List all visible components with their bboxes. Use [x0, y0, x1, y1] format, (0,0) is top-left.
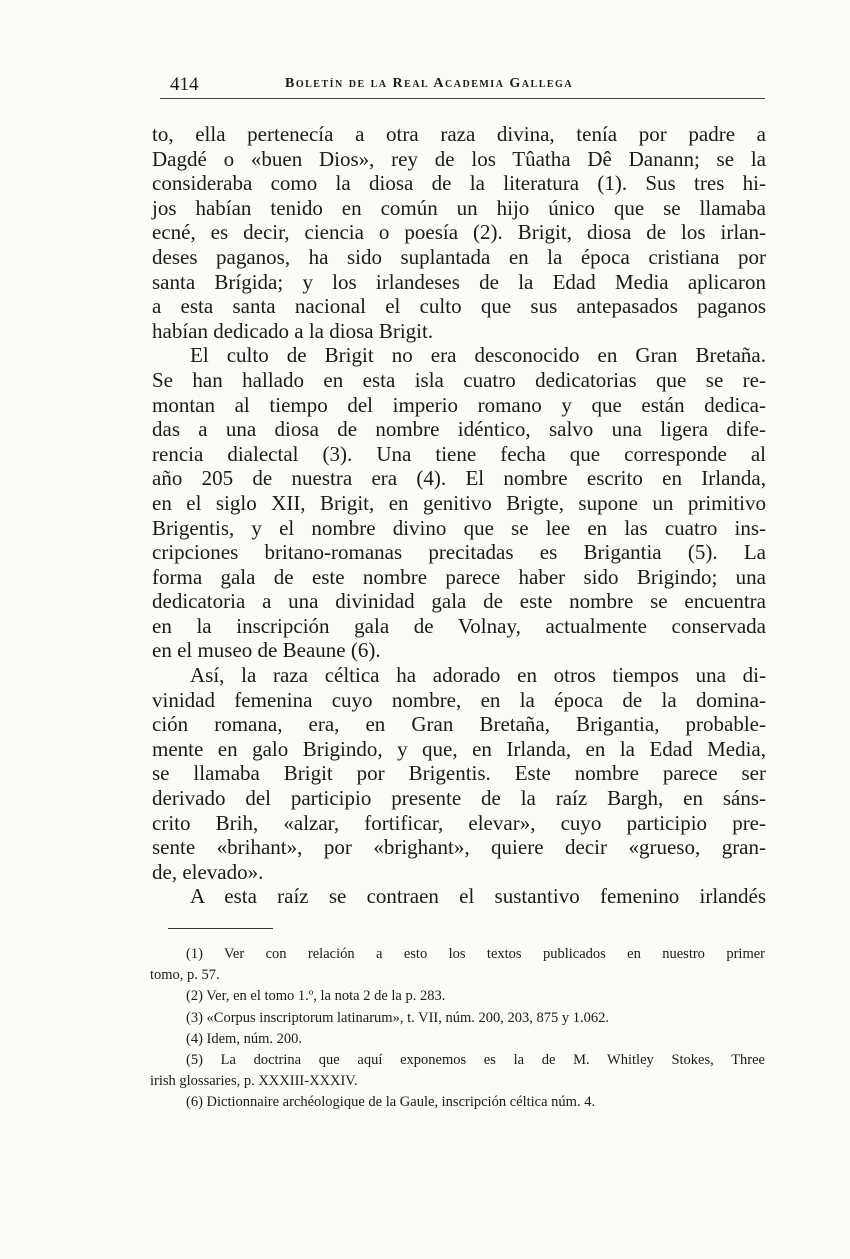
body-line: Dagdé o «buen Dios», rey de los Tûatha Dê Danann; se la [152, 146, 766, 171]
body-line: cripciones britano-romanas precitadas es Brigantia (5). La [152, 540, 766, 565]
header-rule [160, 98, 765, 99]
body-line: año 205 de nuestra era (4). El nombre escrito en Irlanda, [152, 466, 766, 491]
body-line: ción romana, era, en Gran Bretaña, Brigantia, probable- [152, 712, 766, 737]
body-line: mente en galo Brigindo, y que, en Irlanda, en la Edad Media, [152, 736, 766, 761]
footnotes [150, 944, 765, 1114]
page-number: 414 [170, 74, 199, 95]
body-line: sente «brihant», por «brighant», quiere decir «grueso, gran- [152, 835, 766, 860]
body-line: montan al tiempo del imperio romano y que están dedica- [152, 392, 766, 417]
footnote-5: (5) La doctrina que aquí exponemos es la de M. Whitley Stokes, Three [186, 1052, 765, 1069]
body-line: deses paganos, ha sido suplantada en la época cristiana por [152, 244, 766, 269]
body-line: forma gala de este nombre parece haber sido Brigindo; una [152, 564, 766, 589]
footnote-6: (6) Dictionnaire archéologique de la Gaule, inscripción céltica núm. 4. [186, 1094, 596, 1111]
body-line: Se han hallado en esta isla cuatro dedicatorias que se re- [152, 367, 766, 392]
body-line: se llamaba Brigit por Brigentis. Este nombre parece ser [152, 761, 766, 786]
body-line: habían dedicado a la diosa Brigit. [152, 318, 434, 343]
body-line: rencia dialectal (3). Una tiene fecha que corresponde al [152, 441, 766, 466]
body-line: en la inscripción gala de Volnay, actualmente conservada [152, 613, 766, 638]
body-line: santa Brígida; y los irlandeses de la Edad Media aplicaron [152, 269, 766, 294]
body-line: Brigentis, y el nombre divino que se lee en las cuatro ins- [152, 515, 766, 540]
body-line: en el museo de Beaune (6). [152, 638, 381, 663]
body-line: a esta santa nacional el culto que sus antepasados paganos [152, 294, 766, 319]
body-line: to, ella pertenecía a otra raza divina, tenía por padre a [152, 122, 766, 146]
footnote-1: (1) Ver con relación a esto los textos publicados en nuestro primer [186, 946, 765, 962]
body-text [152, 122, 766, 909]
body-line: derivado del participio presente de la raíz Bargh, en sáns- [152, 786, 766, 811]
body-line: en el siglo XII, Brigit, en genitivo Brigte, supone un primitivo [152, 490, 766, 515]
body-line: crito Brih, «alzar, fortificar, elevar», cuyo participio pre- [152, 810, 766, 835]
footnote-3: (3) «Corpus inscriptorum latinarum», t. VII, núm. 200, 203, 875 y 1.062. [186, 1009, 610, 1026]
page-header [170, 70, 770, 100]
body-line: vinidad femenina cuyo nombre, en la época de la domina- [152, 687, 766, 712]
body-line: das a una diosa de nombre idéntico, salvo una ligera dife- [152, 417, 766, 442]
footnote-5-continuation: irish glossaries, p. XXXIII-XXXIV. [150, 1073, 358, 1090]
body-line: Así, la raza céltica ha adorado en otros tiempos una di- [190, 663, 766, 688]
footnote-4: (4) Idem, núm. 200. [186, 1030, 302, 1047]
running-title: Boletín de la Real Academia Gallega [285, 76, 574, 91]
body-line: A esta raíz se contraen el sustantivo femenino irlandés [190, 884, 766, 909]
body-line: consideraba como la diosa de la literatura (1). Sus tres hi- [152, 171, 766, 196]
body-line: dedicatoria a una divinidad gala de este nombre se encuentra [152, 589, 766, 614]
footnote-2: (2) Ver, en el tomo 1.º, la nota 2 de la p. 283. [186, 988, 446, 1005]
footnote-1-continuation: tomo, p. 57. [150, 967, 220, 984]
body-line: de, elevado». [152, 859, 264, 884]
body-line: ecné, es decir, ciencia o poesía (2). Brigit, diosa de los irlan- [152, 220, 766, 245]
body-line: jos habían tenido en común un hijo único que se llamaba [152, 195, 766, 220]
body-line: El culto de Brigit no era desconocido en Gran Bretaña. [190, 343, 766, 368]
footnote-rule [168, 928, 273, 929]
